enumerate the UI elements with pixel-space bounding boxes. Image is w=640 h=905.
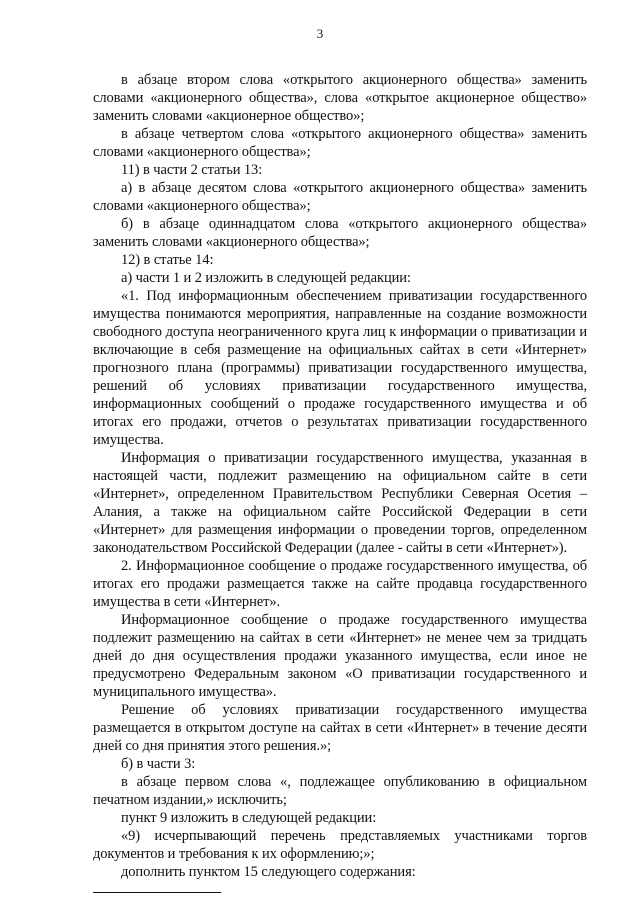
paragraph-abzac-pervom: в абзаце первом слова «, подлежащее опубликованию в официальном печатном издании,» исключить; (93, 774, 587, 808)
paragraph-item-12b: б) в части 3: (121, 756, 196, 772)
paragraph-quote-part-2: 2. Информационное сообщение о продаже государственного имущества, об итогах его продажи размещается также на сайте продавца государственного имущества в сети «Интернет». (93, 558, 587, 610)
page-number: 3 (316, 26, 324, 41)
document-body (93, 71, 587, 881)
paragraph-item-11: 11) в части 2 статьи 13: (121, 162, 263, 178)
paragraph-item-12a: а) части 1 и 2 изложить в следующей редакции: (121, 270, 411, 286)
paragraph-info-message: Информационное сообщение о продаже государственного имущества подлежит размещению на сайтах в сети «Интернет» не менее чем за тридцать дней до дня осуществления продажи указанного имущества, если иное не предусмотрено Федеральным законом «О приватизации государственного и муниципального имущества». (93, 612, 587, 700)
paragraph-abzac-vtorom: в абзаце втором слова «открытого акционерного общества» заменить словами «акционерного общества», слова «открытое акционерное общество» заменить словами «акционерное общество»; (93, 72, 587, 124)
paragraph-item-12: 12) в статье 14: (121, 252, 214, 268)
paragraph-item-11b: б) в абзаце одиннадцатом слова «открытого акционерного общества» заменить словами «акционерного общества»; (93, 216, 587, 250)
paragraph-decision: Решение об условиях приватизации государственного имущества размещается в открытом доступе на сайтах в сети «Интернет» в течение десяти дней со дня принятия этого решения.»; (93, 702, 587, 754)
paragraph-quote-part-1: «1. Под информационным обеспечением приватизации государственного имущества понимаются мероприятия, направленные на создание возможности свободного доступа неограниченного круга лиц к информации о приватизации и включающие в себя размещение на официальных сайтах в сети «Интернет» прогнозного плана (программы) приватизации государственного имущества, решений об условиях приватизации государственного имущества, информационных сообщений о продаже государственного имущества и об итогах его продажи, отчетов о результатах приватизации государственного имущества. (93, 288, 587, 448)
paragraph-punkt-15: дополнить пунктом 15 следующего содержания: (121, 864, 416, 880)
footer-rule (93, 892, 221, 893)
paragraph-abzac-chetvertom: в абзаце четвертом слова «открытого акционерного общества» заменить словами «акционерного общества»; (93, 126, 587, 160)
paragraph-privatization-info: Информация о приватизации государственного имущества, указанная в настоящей части, подлежит размещению на официальном сайте в сети «Интернет», определенном Правительством Республики Северная Осетия – Алания, а также на официальном сайте Российской Федерации в сети «Интернет» для размещения информации о проведении торгов, определенном законодательством Российской Федерации (далее - сайты в сети «Интернет»). (93, 450, 587, 556)
paragraph-punkt-9-text: «9) исчерпывающий перечень представляемых участниками торгов документов и требования к их оформлению;»; (93, 828, 587, 862)
paragraph-punkt-9: пункт 9 изложить в следующей редакции: (121, 810, 377, 826)
paragraph-item-11a: а) в абзаце десятом слова «открытого акционерного общества» заменить словами «акционерного общества»; (93, 180, 587, 214)
